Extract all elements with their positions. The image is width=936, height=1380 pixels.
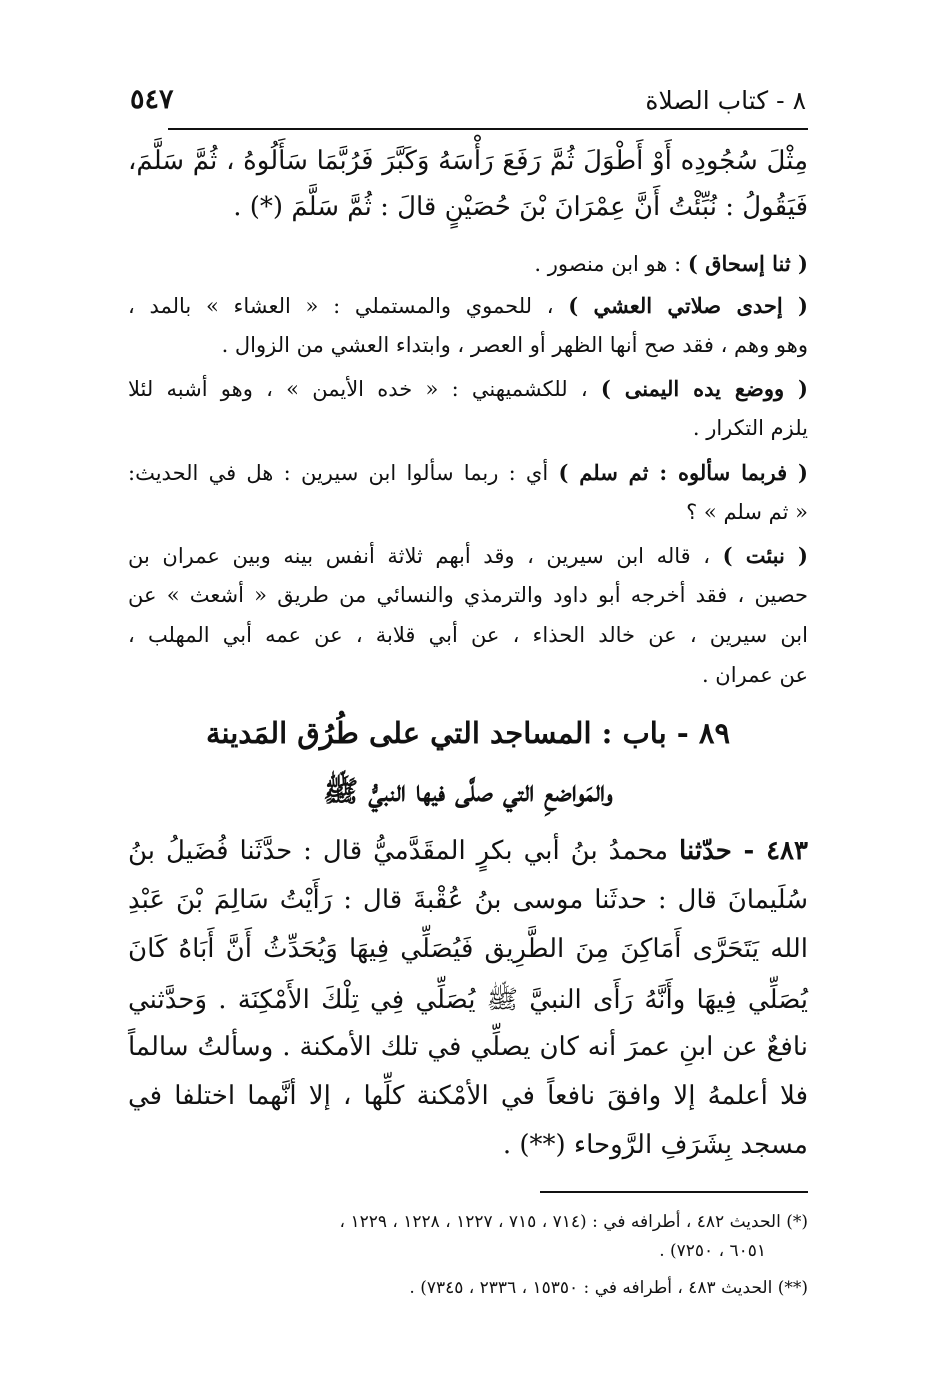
running-header-title: ٨ - كتاب الصلاة xyxy=(645,86,806,115)
hadith-text-line: نافعٌ عن ابنِ عمرَ أنه كان يصلِّي في تلك الأمكنة . وسألتُ سالماً xyxy=(128,1032,808,1062)
header-rule xyxy=(168,128,808,130)
hadith-text-line: ٤٨٣ - حدّثنا محمدُ بنُ أبي بكرٍ المقَدَّميُّ قال : حدَّثَنا فُضَيلُ بنُ xyxy=(128,836,808,866)
hadith-text-line: يُصَلِّي فِيهَا وأَنَّهُ رَأَى النبيَّ ﷺ يُصَلِّي فِي تِلْكَ الأَمْكِنَة . وَحدَّثني xyxy=(128,985,808,1015)
commentary-lemma: ( فربما سألوه : ثم سلم ) xyxy=(558,460,808,485)
commentary-lemma: ( إحدى صلاتي العشي ) xyxy=(568,293,808,318)
hadith-text-line: فَيَقُولُ : نُبِّئْتُ أَنَّ عِمْرَانَ بْنَ حُصَيْنٍ قالَ : ثُمَّ سَلَّمَ (*) . xyxy=(233,192,808,222)
commentary-lemma: ( نبئت ) xyxy=(722,543,808,568)
footnote: (**) الحديث ٤٨٣ ، أطرافه في : ١٥٣٥٠ ، ٢٣٣٦ ، ٧٣٤٥) . xyxy=(409,1278,808,1298)
commentary-line: ابن سيرين ، عن خالد الحذاء ، عن أبي قلابة ، عن عمه أبي المهلب ، xyxy=(128,623,808,647)
commentary-line: ( إحدى صلاتي العشي ) ، للحموي والمستملي : « العشاء » بالمد ، xyxy=(128,293,808,318)
commentary-line: « ثم سلم » ؟ xyxy=(686,500,808,524)
page-number: ٥٤٧ xyxy=(130,84,174,115)
footnote: ٦٠٥١ ، ٧٢٥٠) . xyxy=(659,1241,766,1261)
commentary-lemma: ( ثنا إسحاق ) xyxy=(687,251,808,276)
commentary-lemma: ( ووضع يده اليمنى ) xyxy=(600,376,808,401)
hadith-text-line: فلا أعلمهُ إلا وافقَ نافعاً في الأمْكنة كلِّها ، إلا أنَّهما اختلفا في xyxy=(128,1081,808,1111)
hadith-text-line: مِثْلَ سُجُودِه أَوْ أَطْوَلَ ثُمَّ رَفَعَ رَأْسَهُ وَكَبَّرَ فَرُبَّمَا سَأَلُوهُ ، ثُمَّ سَلَّمَ، xyxy=(128,146,808,176)
chapter-heading: والمَواضعِ التي صلَّى فيها النبيُّ ﷺ xyxy=(323,774,613,808)
commentary-line: ( ووضع يده اليمنى ) ، للكشميهني : « خده الأيمن » ، وهو أشبه لئلا xyxy=(128,376,808,401)
footnote: (*) الحديث ٤٨٢ ، أطرافه في : (٧١٤ ، ٧١٥ ، ١٢٢٧ ، ١٢٢٨ ، ١٢٢٩ ، xyxy=(339,1212,808,1232)
commentary-line: ( فربما سألوه : ثم سلم ) أي : ربما سألوا ابن سيرين : هل في الحديث: xyxy=(128,460,808,485)
commentary-line: ( ثنا إسحاق ) : هو ابن منصور . xyxy=(534,251,808,276)
chapter-heading: ٨٩ - باب : المساجد التي على طُرُق المَدينة xyxy=(205,716,731,750)
hadith-text-line: الله يَتَحَرَّى أَمَاكِنَ مِنَ الطَّرِيق فَيُصَلِّي فِيهَا وَيُحَدِّثُ أَنَّ أَبَاهُ كَانَ xyxy=(128,934,808,964)
commentary-line: حصين ، فقد أخرجه أبو داود والترمذي والنسائي من طريق « أشعث » عن xyxy=(128,583,808,607)
commentary-line: ( نبئت ) ، قاله ابن سيرين ، وقد أبهم ثلاثة أنفس بينه وبين عمران بن xyxy=(128,543,808,568)
commentary-line: وهو وهم ، فقد صح أنها الظهر أو العصر ، وابتداء العشي من الزوال . xyxy=(221,333,808,357)
hadith-text-line: سُلَيمانَ قال : حدثَنا موسى بنُ عُقْبةَ قال : رَأَيْتُ سَالِمَ بْنَ عَبْدِ xyxy=(128,885,808,915)
commentary-line: يلزم التكرار . xyxy=(692,416,808,440)
footnote-rule xyxy=(540,1191,808,1193)
hadith-text-line: مسجد بِشَرَفِ الرَّوحاء (**) . xyxy=(502,1130,808,1160)
commentary-line: عن عمران . xyxy=(701,663,808,687)
hadith-number: ٤٨٣ - حدّثنا xyxy=(679,836,808,866)
